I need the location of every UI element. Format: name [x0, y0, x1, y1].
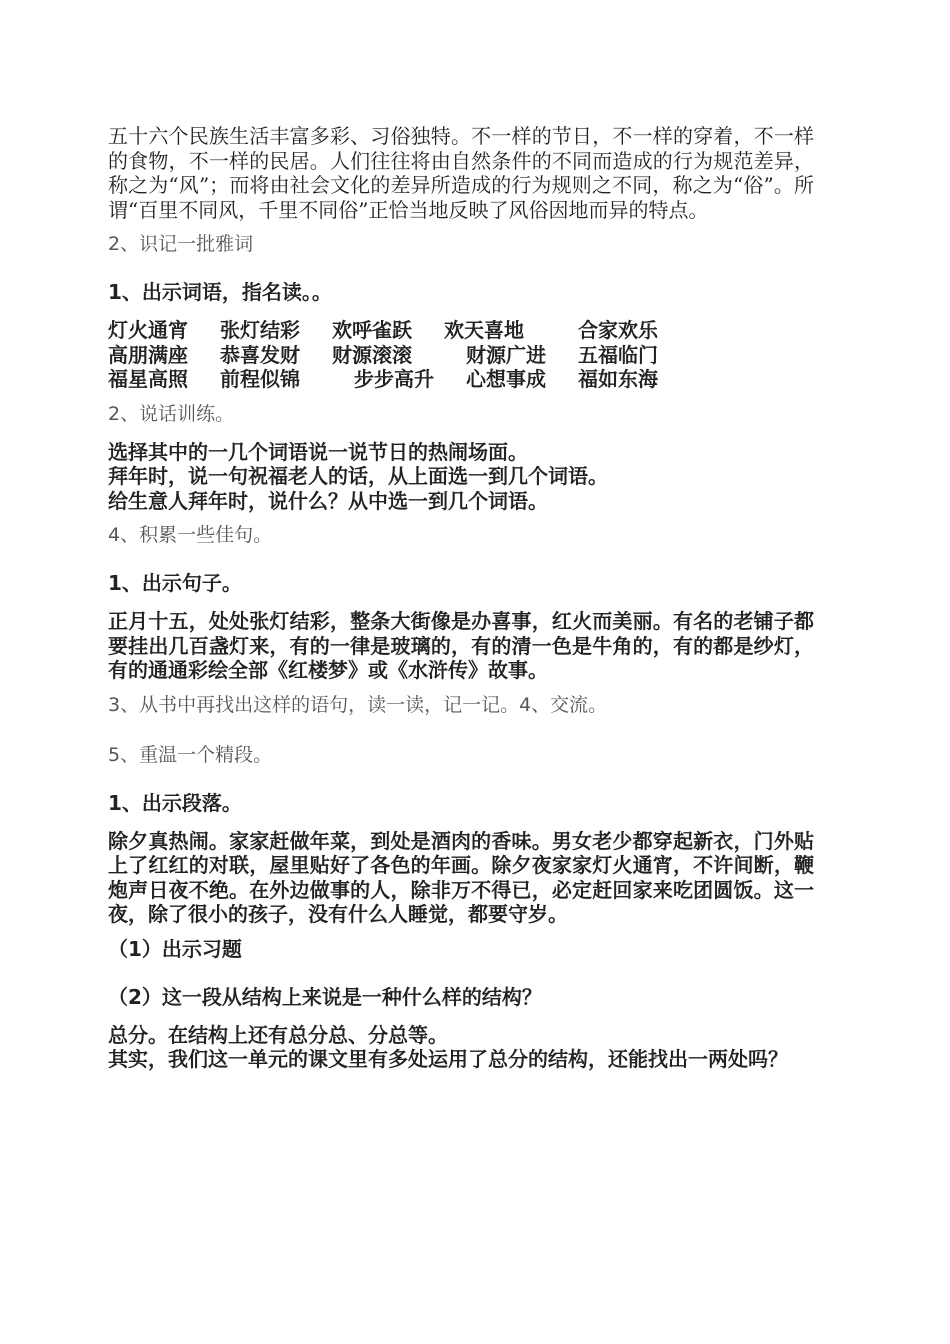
section-heading-speak: 2、说话训练。: [108, 402, 235, 425]
intro-paragraph: 五十六个民族生活丰富多彩、习俗独特。不一样的节日，不一样的穿着，不一样的食物，不一样的民居。人们往往将由自然条件的不同而造成的行为规范差异，称之为“风”；而将由社会文化的差异所造成的行为规则之不同，称之为“俗”。所谓“百里不同风，千里不同俗”正恰当地反映了风俗因地而异的特点。: [108, 124, 814, 222]
speak-lines: [108, 440, 814, 514]
word-item: 合家欢乐: [578, 318, 658, 342]
section-heading-sentences: 4、积累一些佳句。: [108, 524, 273, 546]
step-heading-sentences: 1、出示句子。: [108, 571, 242, 595]
word-item: 欢呼雀跃: [332, 318, 412, 342]
word-item: 高朋满座: [108, 342, 188, 367]
question-2: （2）这一段从结构上来说是一种什么样的结构？: [108, 984, 542, 1009]
word-grid: [108, 318, 814, 392]
answer-lines: [108, 1023, 814, 1072]
answer-line: 总分。在结构上还有总分总、分总等。: [108, 1022, 448, 1047]
section-heading-words: 2、识记一批雅词: [108, 233, 254, 255]
question-1: （1）出示习题: [108, 936, 242, 961]
sentence-paragraph: 正月十五，处处张灯结彩，整条大街像是办喜事，红火而美丽。有名的老铺子都要挂出几百盏灯来，有的一律是玻璃的，有的清一色是牛角的，有的都是纱灯，有的通通彩绘全部《红楼梦》或《水浒传》故事。: [108, 609, 814, 682]
word-item: 张灯结彩: [220, 318, 300, 342]
word-item: 欢天喜地: [444, 318, 524, 342]
step-heading-words: 1、出示词语，指名读。。: [108, 280, 332, 304]
word-item: 前程似锦: [220, 367, 300, 391]
word-item: 五福临门: [578, 342, 658, 367]
word-item: 灯火通宵: [108, 318, 188, 342]
word-item: 财源滚滚: [332, 342, 412, 367]
section-heading-find: 3、从书中再找出这样的语句，读一读，记一记。4、交流。: [108, 693, 608, 716]
word-item: 福星高照: [108, 367, 188, 391]
speak-line: 拜年时，说一句祝福老人的话，从上面选一到几个词语。: [108, 464, 608, 488]
word-item: 恭喜发财: [220, 342, 300, 367]
speak-line: 给生意人拜年时，说什么？从中选一到几个词语。: [108, 488, 548, 513]
step-heading-paragraph: 1、出示段落。: [108, 790, 242, 815]
review-paragraph: 除夕真热闹。家家赶做年菜，到处是酒肉的香味。男女老少都穿起新衣，门外贴上了红红的对联，屋里贴好了各色的年画。除夕夜家家灯火通宵，不许间断，鞭炮声日夜不绝。在外边做事的人，除非万不得已，必定赶回家来吃团圆饭。这一夜，除了很小的孩子，没有什么人睡觉，都要守岁。: [108, 828, 814, 926]
word-item: 心想事成: [466, 367, 546, 391]
answer-line: 其实，我们这一单元的课文里有多处运用了总分的结构，还能找出一两处吗？: [108, 1047, 788, 1071]
word-item: 步步高升: [354, 367, 434, 391]
word-item: 财源广进: [466, 342, 546, 367]
section-heading-review: 5、重温一个精段。: [108, 743, 273, 766]
word-item: 福如东海: [578, 367, 658, 391]
speak-line: 选择其中的一几个词语说一说节日的热闹场面。: [108, 439, 528, 464]
document-body: [108, 124, 814, 1072]
